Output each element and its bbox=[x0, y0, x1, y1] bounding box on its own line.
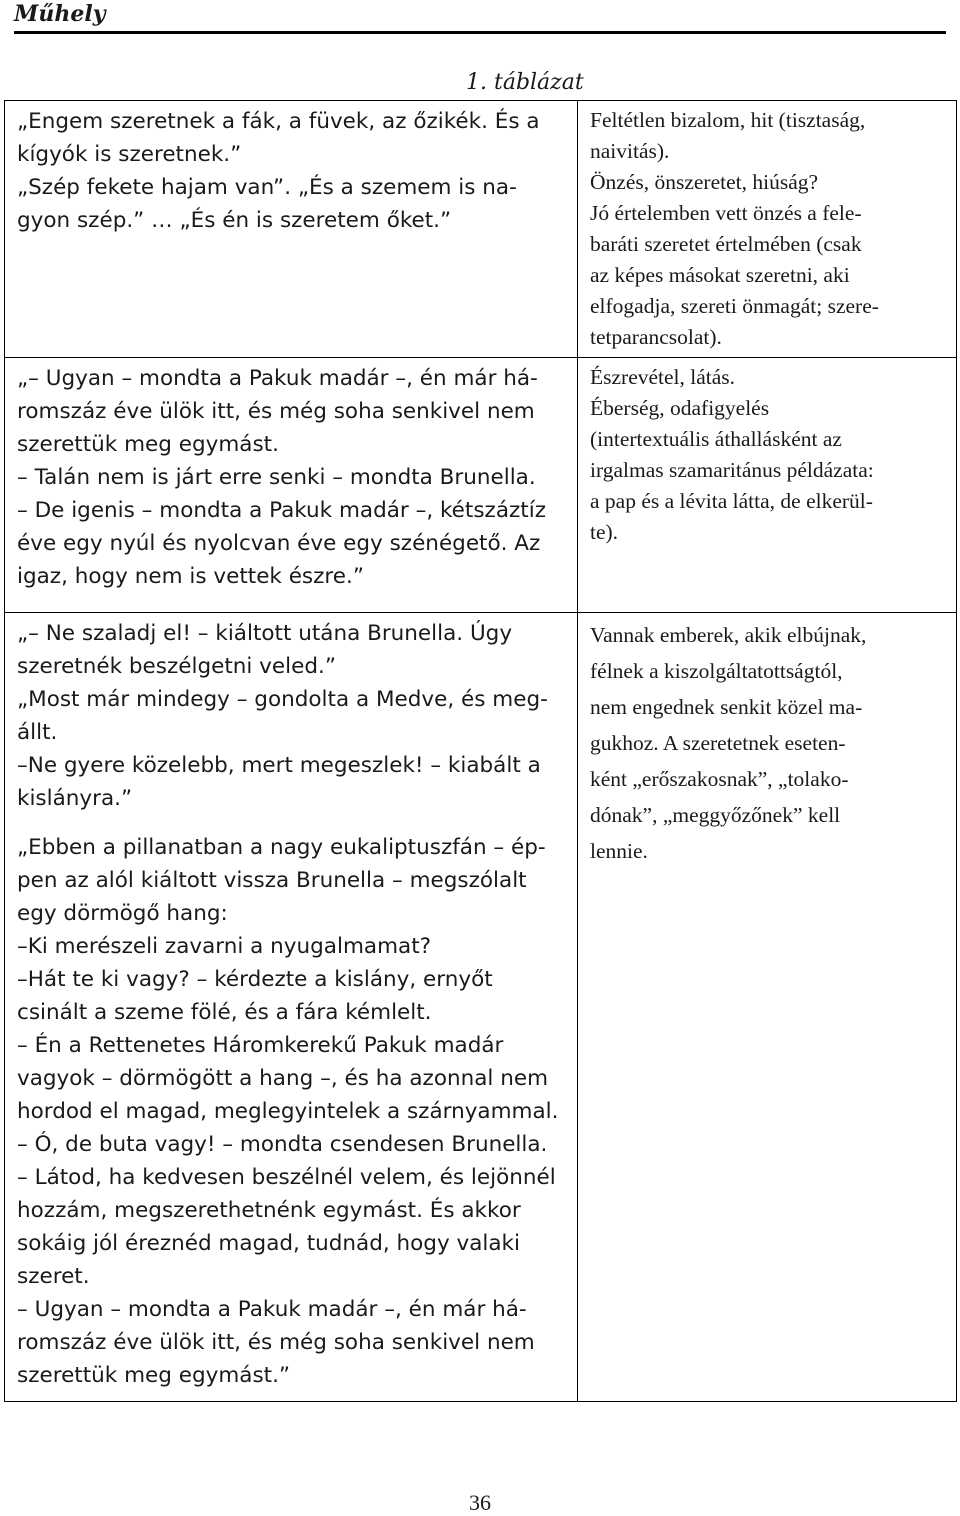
text-line: lennie. bbox=[590, 839, 648, 863]
text-line: hordod el magad, meglegyintelek a szárnyammal. bbox=[17, 1099, 559, 1124]
text-line: Jó értelemben vett önzés a fele- bbox=[590, 201, 862, 225]
text-line: gukhoz. A szeretetnek eseten- bbox=[590, 731, 846, 755]
text-line: a pap és a lévita látta, de elkerül- bbox=[590, 489, 873, 513]
section-title: Műhely bbox=[14, 1, 106, 27]
text-line: egy dörmögő hang: bbox=[17, 901, 228, 926]
text-line: irgalmas szamaritánus példázata: bbox=[590, 458, 874, 482]
text-line: –Hát te ki vagy? – kérdezte a kislány, ernyőt bbox=[17, 967, 493, 992]
page-number: 36 bbox=[469, 1490, 491, 1515]
text-line: Vannak emberek, akik elbújnak, bbox=[590, 623, 867, 647]
text-line: igaz, hogy nem is vettek észre.” bbox=[17, 564, 364, 589]
interpretation-cell bbox=[578, 101, 957, 358]
text-line: szerettük meg egymást.” bbox=[17, 1363, 291, 1388]
quote-cell bbox=[5, 613, 578, 1402]
quote-cell bbox=[5, 101, 578, 358]
text-line: „– Ugyan – mondta a Pakuk madár –, én már há- bbox=[17, 366, 538, 391]
text-line: az képes másokat szeretni, aki bbox=[590, 263, 850, 287]
analysis-table bbox=[4, 100, 957, 1402]
text-line: „Most már mindegy – gondolta a Medve, és meg- bbox=[17, 687, 548, 712]
text-line: Éberség, odafigyelés bbox=[590, 396, 770, 420]
text-line: Feltétlen bizalom, hit (tisztaság, bbox=[590, 108, 866, 132]
text-line: félnek a kiszolgáltatottságtól, bbox=[590, 659, 843, 683]
text-line: – Ó, de buta vagy! – mondta csendesen Brunella. bbox=[17, 1132, 548, 1157]
text-line: – Én a Rettenetes Háromkerekű Pakuk madár bbox=[17, 1033, 504, 1058]
text-line: szerettük meg egymást. bbox=[17, 432, 279, 457]
interpretation-cell bbox=[578, 613, 957, 1402]
paragraph-gap bbox=[17, 815, 567, 831]
quote-cell bbox=[5, 358, 578, 613]
text-line: sokáig jól éreznéd magad, tudnád, hogy valaki bbox=[17, 1231, 520, 1256]
text-line: naivitás). bbox=[590, 139, 670, 163]
text-line: állt. bbox=[17, 720, 58, 745]
table-row bbox=[5, 101, 957, 358]
text-line: Önzés, önszeretet, hiúság? bbox=[590, 170, 819, 194]
text-line: – Ugyan – mondta a Pakuk madár –, én már há- bbox=[17, 1297, 527, 1322]
text-line: „Szép fekete hajam van”. „És a szemem is na- bbox=[17, 175, 517, 200]
text-line: tetparancsolat). bbox=[590, 325, 722, 349]
text-line: gyon szép.” … „És én is szeretem őket.” bbox=[17, 208, 452, 233]
text-line: „Engem szeretnek a fák, a füvek, az őzikék. És a bbox=[17, 109, 540, 134]
text-line: te). bbox=[590, 520, 619, 544]
text-line: romszáz éve ülök itt, és még soha senkivel nem bbox=[17, 399, 535, 424]
table-caption: 1. táblázat bbox=[466, 70, 584, 95]
text-line: kígyók is szeretnek.” bbox=[17, 142, 242, 167]
table-row bbox=[5, 358, 957, 613]
text-line: –Ki merészeli zavarni a nyugalmamat? bbox=[17, 934, 432, 959]
text-line: Észrevétel, látás. bbox=[590, 365, 736, 389]
text-line: éve egy nyúl és nyolcvan éve egy szénégető. Az bbox=[17, 531, 541, 556]
text-line: hozzám, megszerethetnénk egymást. És akkor bbox=[17, 1198, 521, 1223]
text-line: dónak”, „meggyőzőnek” kell bbox=[590, 803, 841, 827]
text-line: elfogadja, szereti önmagát; szere- bbox=[590, 294, 879, 318]
text-line: (intertextuális áthallásként az bbox=[590, 427, 842, 451]
text-line: – De igenis – mondta a Pakuk madár –, kétszáztíz bbox=[17, 498, 546, 523]
text-line: kislányra.” bbox=[17, 786, 133, 811]
header-divider bbox=[14, 31, 946, 34]
text-line: – Talán nem is járt erre senki – mondta Brunella. bbox=[17, 465, 536, 490]
text-line: szeret. bbox=[17, 1264, 90, 1289]
table-row bbox=[5, 613, 957, 1402]
text-line: nem engednek senkit közel ma- bbox=[590, 695, 863, 719]
text-line: –Ne gyere közelebb, mert megeszlek! – kiabált a bbox=[17, 753, 541, 778]
text-line: ként „erőszakosnak”, „tolako- bbox=[590, 767, 849, 791]
text-line: vagyok – dörmögött a hang –, és ha azonnal nem bbox=[17, 1066, 549, 1091]
interpretation-cell bbox=[578, 358, 957, 613]
text-line: szeretnék beszélgetni veled.” bbox=[17, 654, 336, 679]
text-line: baráti szeretet értelmében (csak bbox=[590, 232, 862, 256]
text-line: pen az alól kiáltott vissza Brunella – megszólalt bbox=[17, 868, 527, 893]
text-line: „Ebben a pillanatban a nagy eukaliptuszfán – ép- bbox=[17, 835, 546, 860]
text-line: romszáz éve ülök itt, és még soha senkivel nem bbox=[17, 1330, 535, 1355]
text-line: – Látod, ha kedvesen beszélnél velem, és lejönnél bbox=[17, 1165, 556, 1190]
text-line: csinált a szeme fölé, és a fára kémlelt. bbox=[17, 1000, 432, 1025]
text-line: „– Ne szaladj el! – kiáltott utána Brunella. Úgy bbox=[17, 621, 513, 646]
